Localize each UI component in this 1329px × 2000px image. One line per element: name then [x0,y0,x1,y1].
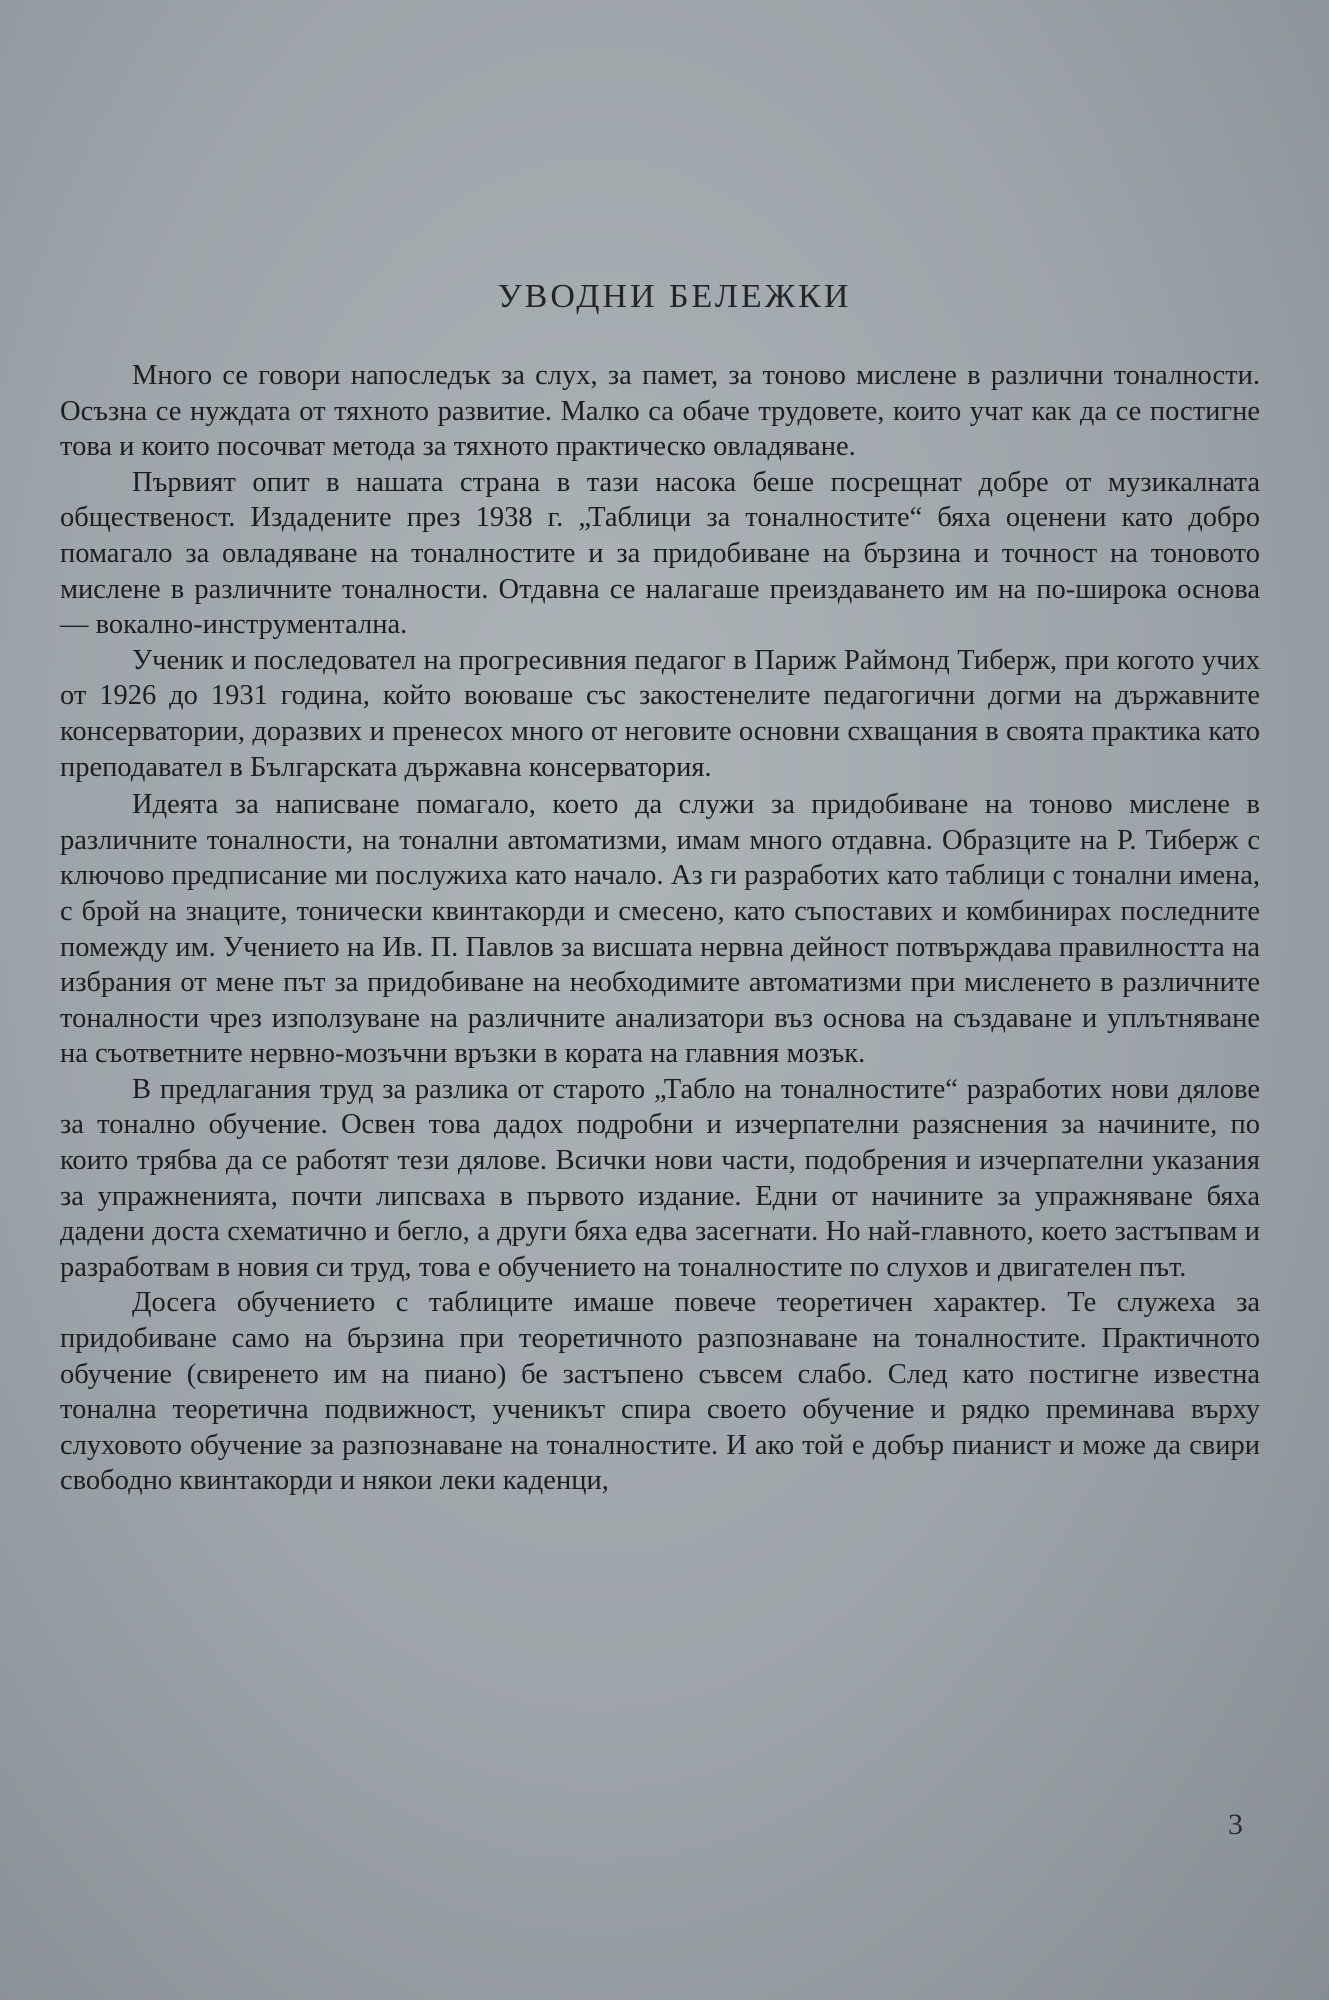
text-body [60,358,1260,1499]
paragraph-1: Много се говори напоследък за слух, за памет, за тоново мислене в различни тоналности. Осъзна се нуждата от тяхното развитие. Малко са обаче трудовете, които учат как да се постигне това и които посочват метода за тяхното практическо овладяване. [60,360,1260,463]
paragraph-5: В предлагания труд за разлика от старото „Табло на тоналностите“ разработих нови дялове за тонално обучение. Освен това дадох подробни и изчерпателни разяснения за начините, по които трябва да се работят тези дялове. Всички нови части, подобрения и изчерпателни указания за упражненията, почти липсваха в първото издание. Едни от начините за упражняване бяха дадени доста схематично и бегло, а други бяха едва засегнати. Но най-главното, което застъпвам и разработвам в новия си труд, това е обучението на тоналностите по слухов и двигателен път. [60,1073,1260,1283]
paragraph-4: Идеята за написване помагало, което да служи за придобиване на тоново мислене в различните тоналности, на тонални автоматизми, имам много отдавна. Образците на Р. Тиберж с ключово предписание ми послужиха като начало. Аз ги разработих като таблици с тонални имена, с брой на знаците, тонически квинтакорди и смесено, като съпоставих и комбинирах последните помежду им. Учението на Ив. П. Павлов за висшата нервна дейност потвърждава правилността на избрания от мене път за придобиване на необходимите автоматизми при мисленето в различните тоналности чрез използуване на различните анализатори въз основа на създаване и уплътняване на съответните нервно-мозъчни връзки в кората на главния мозък. [60,789,1260,1070]
paragraph-2: Първият опит в нашата страна в тази насока беше посрещнат добре от музикалната общественост. Издадените през 1938 г. „Таблици за тоналностите“ бяха оценени като добро помагало за овладяване на тоналностите и за придобиване на бързина и точност на тоновото мислене в различните тоналности. Отдавна се налагаше преиздаването им на по-широка основа — вокално-инструментална. [60,466,1260,641]
page-title: УВОДНИ БЕЛЕЖКИ [497,278,852,315]
page-number: 3 [1228,1808,1243,1841]
paragraph-3: Ученик и последовател на прогресивния педагог в Париж Раймонд Тиберж, при когото учих от 1926 до 1931 година, който воюваше със закостенелите педагогични догми на държавните консерватории, доразвих и пренесох много от неговите основни схващания в своята практика като преподавател в Българската държавна консерватория. [60,644,1260,783]
paragraph-6: Досега обучението с таблиците имаше повече теоретичен характер. Те служеха за придобиване само на бързина при теоретичното разпознаване на тоналностите. Практичното обучение (свиренето им на пиано) бе застъпено съвсем слабо. След като постигне известна тонална теоретична подвижност, ученикът спира своето обучение и рядко преминава върху слуховото обучение за разпознаване на тоналностите. И ако той е добър пианист и може да свири свободно квинтакорди и някои леки каденци, [60,1287,1260,1497]
